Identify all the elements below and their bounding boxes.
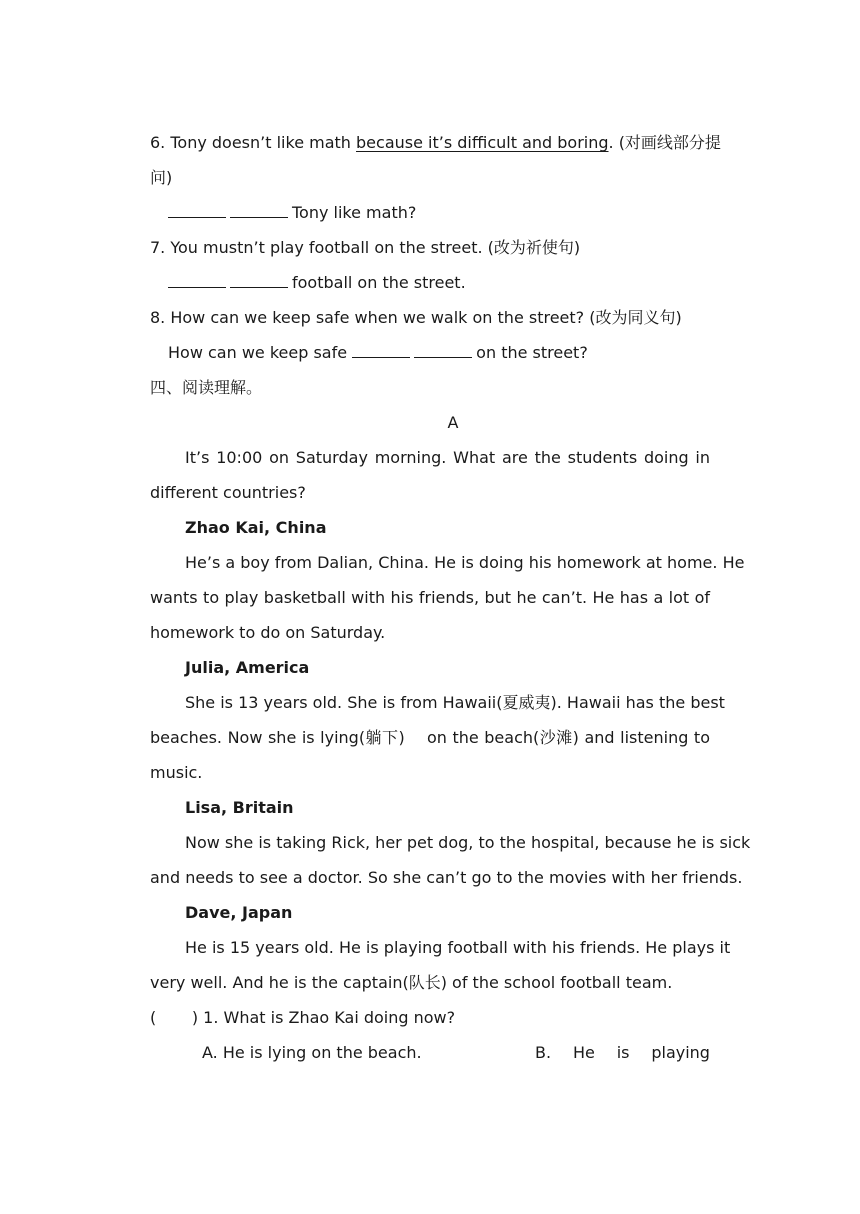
q6-answer-text: Tony like math? xyxy=(292,203,417,222)
paragraph-line: Now she is taking Rick, her pet dog, to the hospital, because he is sick xyxy=(185,833,751,852)
student-heading: Julia, America xyxy=(185,658,310,677)
paragraph-line: and needs to see a doctor. So she can’t go to the movies with her friends. xyxy=(150,868,743,887)
q7-answer-text: football on the street. xyxy=(292,273,466,292)
option-b-word: playing xyxy=(651,1043,710,1062)
question-7: 7. You mustn’t play football on the street. (改为祈使句) xyxy=(150,238,581,257)
section-title: 四、阅读理解。 xyxy=(150,378,263,397)
question-7-answer xyxy=(168,272,710,294)
paragraph-line: homework to do on Saturday. xyxy=(150,623,386,642)
paragraph-line: He’s a boy from Dalian, China. He is doing his homework at home. He xyxy=(185,553,745,572)
q8-answer-after: on the street? xyxy=(476,343,588,362)
paragraph-line: He is 15 years old. He is playing football with his friends. He plays it xyxy=(185,938,731,957)
passage-label: A xyxy=(447,413,459,432)
student-heading: Zhao Kai, China xyxy=(185,518,327,537)
q6-underlined-part: because it’s difficult and boring xyxy=(356,133,609,152)
answer-blank[interactable] xyxy=(168,202,226,218)
q6-before: 6. Tony doesn’t like math xyxy=(150,133,357,152)
option-b-word: B. xyxy=(535,1043,552,1062)
answer-blank[interactable] xyxy=(230,272,288,288)
answer-blank[interactable] xyxy=(230,202,288,218)
reading-question-1: ( ) 1. What is Zhao Kai doing now? xyxy=(150,1008,456,1027)
question-6-wrap: 问) xyxy=(150,168,173,187)
paragraph-line: beaches. Now she is lying(躺下) on the beach(沙滩) and listening to xyxy=(150,728,710,747)
question-6-answer xyxy=(168,202,710,224)
option-a[interactable]: A. He is lying on the beach. xyxy=(202,1043,422,1062)
answer-blank[interactable] xyxy=(168,272,226,288)
intro-line-1: It’s 10:00 on Saturday morning. What are the students doing in xyxy=(185,448,710,467)
option-b[interactable] xyxy=(535,1042,710,1064)
option-b-word: He xyxy=(572,1043,595,1062)
question-8: 8. How can we keep safe when we walk on the street? (改为同义句) xyxy=(150,308,682,327)
q8-answer-before: How can we keep safe xyxy=(168,343,348,362)
answer-blank[interactable] xyxy=(352,342,410,358)
question-6 xyxy=(150,132,721,154)
paragraph-line: She is 13 years old. She is from Hawaii(夏威夷). Hawaii has the best xyxy=(185,693,725,712)
option-b-word: is xyxy=(616,1043,630,1062)
q6-after: . (对画线部分提 xyxy=(608,133,721,152)
student-heading: Dave, Japan xyxy=(185,903,293,922)
intro-line-2: different countries? xyxy=(150,483,306,502)
paragraph-line: music. xyxy=(150,763,203,782)
paragraph-line: very well. And he is the captain(队长) of the school football team. xyxy=(150,973,673,992)
student-heading: Lisa, Britain xyxy=(185,798,294,817)
question-8-answer xyxy=(168,342,710,364)
answer-blank[interactable] xyxy=(414,342,472,358)
paragraph-line: wants to play basketball with his friends, but he can’t. He has a lot of xyxy=(150,588,710,607)
